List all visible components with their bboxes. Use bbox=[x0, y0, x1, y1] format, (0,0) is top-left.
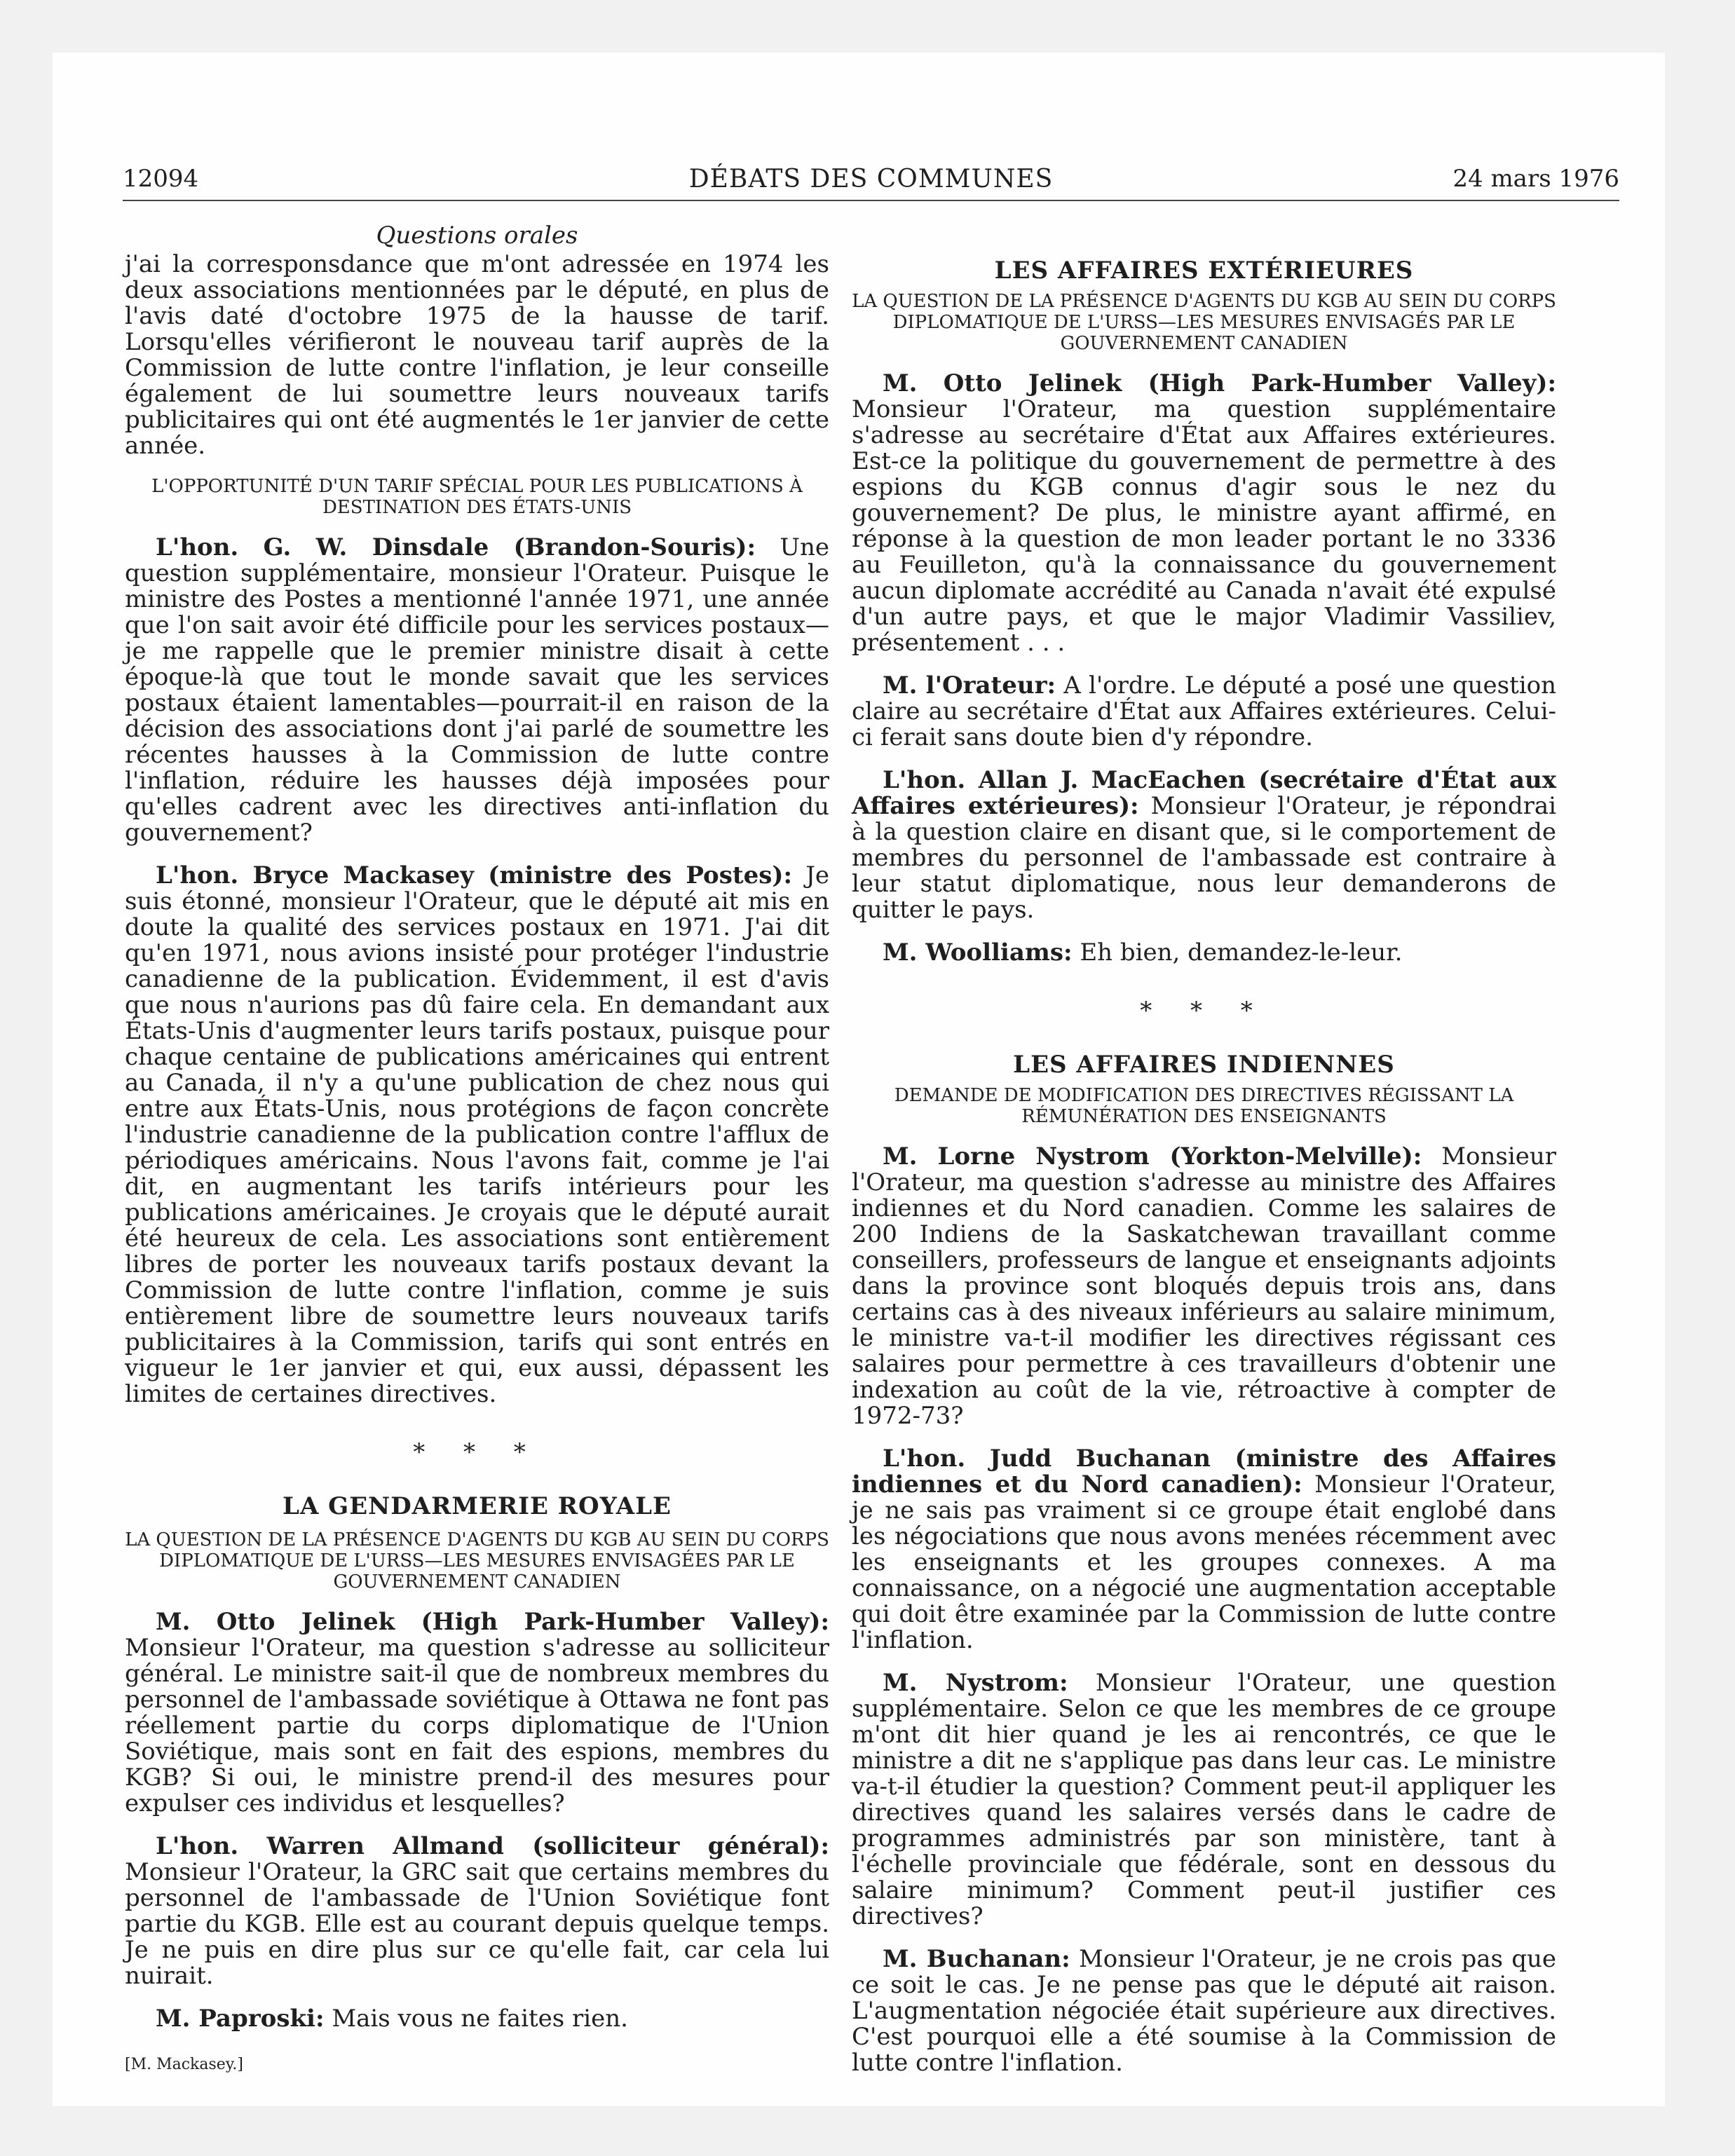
speech-text: Monsieur l'Orateur, je ne crois pas que ce soit le cas. Je ne pense pas que le député ait raison. L'augmentation négociée était supérieure aux directives. C'est pourquoi elle a été soumise à la Commission de lutte contre l'inflation. bbox=[852, 1945, 1556, 2077]
speaker-name: M. Paproski: bbox=[156, 2005, 325, 2033]
paragraph bbox=[125, 1834, 829, 1989]
section-label: Questions orales bbox=[376, 221, 578, 250]
speaker-name: M. Buchanan: bbox=[883, 1945, 1070, 1973]
paragraph bbox=[852, 1670, 1556, 1930]
section-separator: * * * bbox=[413, 1438, 541, 1466]
speaker-name: L'hon. G. W. Dinsdale (Brandon-Souris): bbox=[156, 533, 756, 561]
paragraph bbox=[852, 673, 1556, 751]
section-separator: * * * bbox=[1140, 997, 1268, 1025]
speech-text: A l'ordre. Le député a posé une question claire au secrétaire d'État aux Affaires extérieures. Celui-ci ferait sans doute bien d'y répondre. bbox=[852, 671, 1557, 751]
speaker-name: M. Woolliams: bbox=[883, 939, 1073, 967]
publication-title: DÉBATS DES COMMUNES bbox=[688, 165, 1054, 193]
section-title: LES AFFAIRES INDIENNES bbox=[1013, 1051, 1395, 1079]
section-title: LA GENDARMERIE ROYALE bbox=[283, 1492, 672, 1520]
subheading: DEMANDE DE MODIFICATION DES DIRECTIVES RÉGISSANT LA RÉMUNÉRATION DES ENSEIGNANTS bbox=[894, 1085, 1514, 1127]
attribution-note: [M. Mackasey.] bbox=[125, 2056, 243, 2073]
subheading: LA QUESTION DE LA PRÉSENCE D'AGENTS DU KGB AU SEIN DU CORPS DIPLOMATIQUE DE L'URSS—LES MESURES ENVISAGÉES PAR LE GOUVERNEMENT CANADIEN bbox=[125, 1529, 829, 1592]
speaker-name: L'hon. Warren Allmand (solliciteur général): bbox=[156, 1832, 829, 1860]
paragraph bbox=[125, 1609, 829, 1817]
speaker-name: M. Nystrom: bbox=[883, 1669, 1068, 1697]
speech-text: Monsieur l'Orateur, la GRC sait que certains membres du personnel de l'ambassade de l'Union Soviétique font partie du KGB. Elle est au courant depuis quelque temps. Je ne puis en dire plus sur ce qu'elle fait, car cela lui nuirait. bbox=[125, 1858, 829, 1990]
header-date: 24 mars 1976 bbox=[1452, 165, 1619, 193]
speech-text: Eh bien, demandez-le-leur. bbox=[1072, 939, 1403, 967]
paragraph bbox=[125, 863, 829, 1407]
speaker-name: M. Otto Jelinek (High Park-Humber Valley): bbox=[156, 1608, 829, 1636]
speech-text: Monsieur l'Orateur, je ne sais pas vraiment si ce groupe était englobé dans les négociations que nous avons menées récemment avec les enseignants et les groupes connexes. A ma connaissance, on a négocié une augmentation acceptable qui doit être examinée par la Commission de lutte contre l'inflation. bbox=[852, 1471, 1556, 1654]
speech-text: Monsieur l'Orateur, ma question s'adresse au ministre des Affaires indiennes et du Nord canadien. Comme les salaires de 200 Indiens de la Saskatchewan travaillant comme conseillers, professeurs de langue et enseignants adjoints dans la province sont bloqués depuis trois ans, dans certains cas à des niveaux inférieurs au salaire minimum, le ministre va-t-il modifier les directives régissant ces salaires pour permettre à ces travailleurs d'obtenir une indexation au coût de la vie, rétroactive à compter de 1972-73? bbox=[852, 1142, 1556, 1430]
speaker-name: L'hon. Bryce Mackasey (ministre des Postes): bbox=[156, 861, 792, 889]
paragraph bbox=[125, 535, 829, 846]
speech-text: Mais vous ne faites rien. bbox=[324, 2005, 628, 2033]
paragraph bbox=[852, 940, 1556, 966]
speech-text: Une question supplémentaire, monsieur l'Orateur. Puisque le ministre des Postes a mentionné l'année 1971, une année que l'on sait avoir été difficile pour les services postaux—je me rappelle que le premier ministre disait à cette époque-là que tout le monde savait que les services postaux étaient lamentables—pourrait-il en raison de la décision des associations dont j'ai parlé de soumettre les récentes hausses à la Commission de lutte contre l'inflation, réduire les hausses déjà imposées pour qu'elles cadrent avec les directives anti-inflation du gouvernement? bbox=[125, 533, 829, 847]
subheading: L'OPPORTUNITÉ D'UN TARIF SPÉCIAL POUR LES PUBLICATIONS À DESTINATION DES ÉTATS-UNIS bbox=[151, 476, 803, 518]
paragraph bbox=[852, 767, 1556, 923]
speaker-name: M. l'Orateur: bbox=[883, 671, 1056, 700]
speech-text: Monsieur l'Orateur, je répondrai à la question claire en disant que, si le comportement de membres du personnel de l'ambassade est contraire à leur statut diplomatique, nous leur demanderons de quitter le pays. bbox=[852, 792, 1556, 924]
page-number: 12094 bbox=[123, 165, 199, 193]
subheading: LA QUESTION DE LA PRÉSENCE D'AGENTS DU KGB AU SEIN DU CORPS DIPLOMATIQUE DE L'URSS—LES MESURES ENVISAGÉS PAR LE GOUVERNEMENT CANADIEN bbox=[852, 291, 1556, 354]
left-column bbox=[125, 223, 829, 2094]
speaker-name: L'hon. Allan J. MacEachen (secrétaire d'État aux Affaires extérieures): bbox=[852, 766, 1556, 820]
section-title: LES AFFAIRES EXTÉRIEURES bbox=[994, 257, 1414, 285]
right-column bbox=[852, 223, 1556, 2093]
speech-text: Monsieur l'Orateur, une question supplémentaire. Selon ce que les membres de ce groupe m'ont dit hier quand je les ai rencontrés, ce que le ministre a dit ne s'applique pas dans leur cas. Le ministre va-t-il étudier la question? Comment peut-il appliquer les directives quand les salaires versés dans le cadre de programmes administrés par son ministère, tant à l'échelle provinciale que fédérale, sont en dessous du salaire minimum? Comment peut-il justifier ces directives? bbox=[852, 1669, 1557, 1930]
running-header bbox=[123, 165, 1619, 201]
speech-text: Monsieur l'Orateur, ma question supplémentaire s'adresse au secrétaire d'État aux Affaires extérieures. Est-ce la politique du gouvernement de permettre à des espions du KGB connus d'agir sous le nez du gouvernement? De plus, le ministre ayant affirmé, en réponse à la question de mon leader portant le no 3336 au Feuilleton, qu'à la connaissance du gouvernement aucun diplomate accrédité au Canada n'avait été expulsé d'un autre pays, et que le major Vladimir Vassiliev, présentement . . . bbox=[852, 395, 1556, 657]
paragraph bbox=[852, 1446, 1556, 1653]
paragraph bbox=[852, 1144, 1556, 1429]
speaker-name: M. Lorne Nystrom (Yorkton-Melville): bbox=[883, 1142, 1422, 1171]
paragraph bbox=[852, 1946, 1556, 2076]
paragraph bbox=[125, 2006, 829, 2032]
speaker-name: M. Otto Jelinek (High Park-Humber Valley): bbox=[883, 369, 1556, 397]
paragraph bbox=[852, 371, 1556, 656]
speech-text: Monsieur l'Orateur, ma question s'adresse au solliciteur général. Le ministre sait-il que de nombreux membres du personnel de l'ambassade soviétique à Ottawa ne font pas réellement partie du corps diplomatique de l'Union Soviétique, mais sont en fait des espions, membres du KGB? Si oui, le ministre prend-il des mesures pour expulser ces individus et lesquelles? bbox=[125, 1634, 829, 1817]
speech-text: Je suis étonné, monsieur l'Orateur, que le député ait mis en doute la qualité des services postaux en 1971. J'ai dit qu'en 1971, nous avions insisté pour protéger l'industrie canadienne de la publication. Évidemment, il est d'avis que nous n'aurions pas dû faire cela. En demandant aux États-Unis d'augmenter leurs tarifs postaux, puisque pour chaque centaine de publications américaines qui entrent au Canada, il n'y a qu'une publication de chez nous qui entre aux États-Unis, nous protégions de façon concrète l'industrie canadienne de la publication contre l'afflux de périodiques américains. Nous l'avons fait, comme je l'ai dit, en augmentant les tarifs intérieurs pour les publications américaines. Je croyais que le député aurait été heureux de cela. Les associations sont entièrement libres de porter les nouveaux tarifs postaux devant la Commission de lutte contre l'inflation, comme je suis entièrement libre de soumettre leurs nouveaux tarifs publicitaires à la Commission, tarifs qui sont entrés en vigueur le 1er janvier et qui, eux aussi, dépassent les limites de certaines directives. bbox=[125, 861, 829, 1408]
speaker-name: L'hon. Judd Buchanan (ministre des Affaires indiennes et du Nord canadien): bbox=[852, 1445, 1556, 1499]
paragraph: j'ai la corresponsdance que m'ont adressée en 1974 les deux associations mentionnées par le député, en plus de l'avis daté d'octobre 1975 de la hausse de tarif. Lorsqu'elles vérifieront le nouveau tarif auprès de la Commission de lutte contre l'inflation, je leur conseille également de lui soumettre leurs nouveaux tarifs publicitaires qui ont été augmentés le 1er janvier de cette année. bbox=[125, 250, 829, 460]
